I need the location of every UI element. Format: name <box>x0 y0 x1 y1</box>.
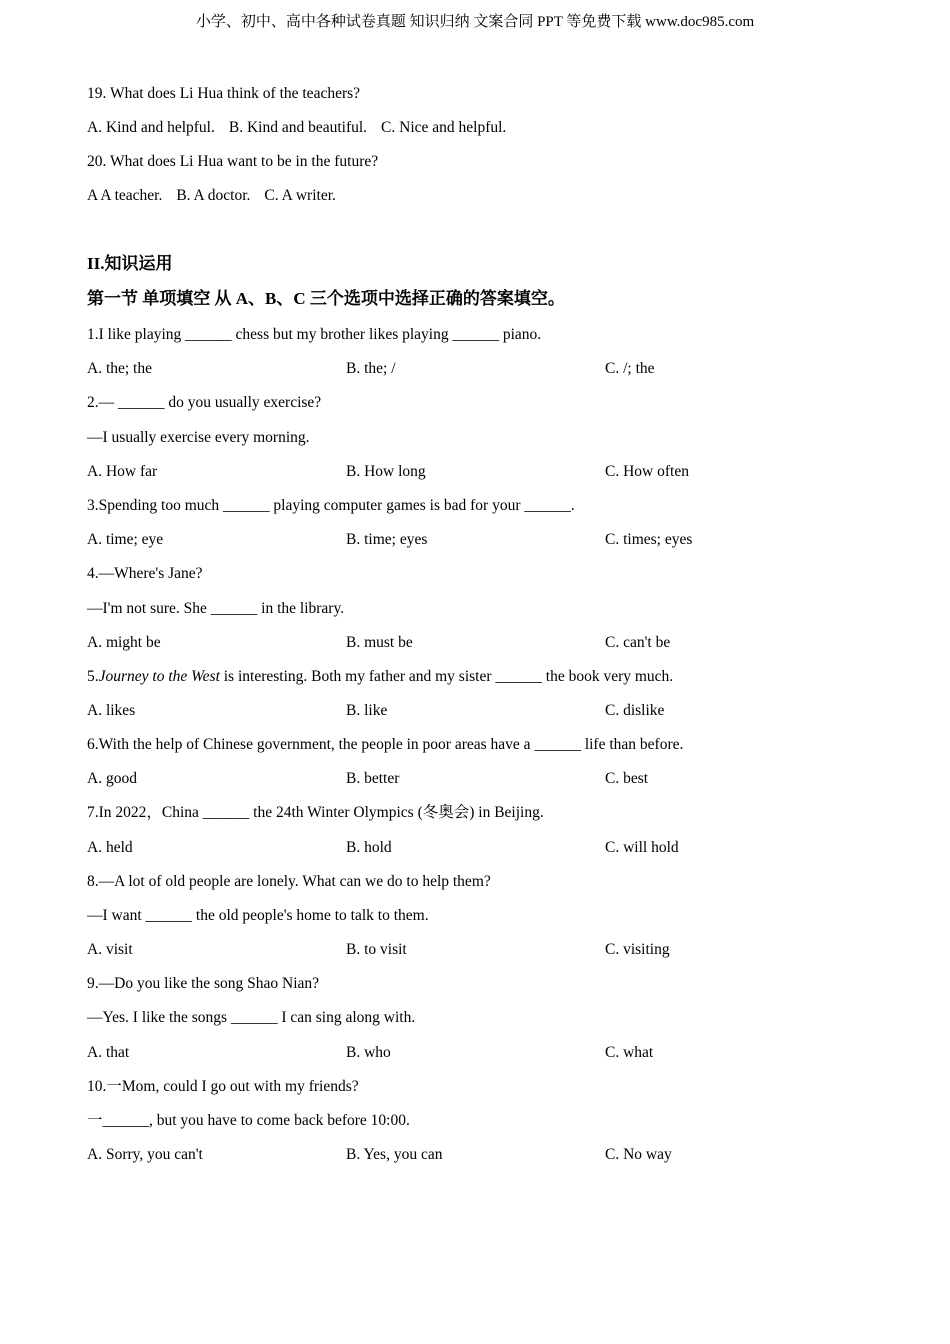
options-6 <box>87 769 887 789</box>
option-a: A. How far <box>87 463 158 480</box>
question-6: 6.With the help of Chinese government, the people in poor areas have a ______ life than before. <box>87 736 684 753</box>
question-2-reply: —I usually exercise every morning. <box>87 429 310 446</box>
options-4 <box>87 633 887 653</box>
option-c: C. what <box>605 1044 654 1061</box>
options-7 <box>87 838 887 858</box>
question-19: 19. What does Li Hua think of the teachers? <box>87 85 361 102</box>
option-b: B. the; / <box>346 360 396 377</box>
question-10-reply: 一______, but you have to come back before 10:00. <box>87 1112 410 1129</box>
question-8-reply: —I want ______ the old people's home to talk to them. <box>87 907 429 924</box>
question-8: 8.—A lot of old people are lonely. What can we do to help them? <box>87 873 491 890</box>
option-c: C. No way <box>605 1146 672 1163</box>
question-text: is interesting. Both my father and my sister ______ the book very much. <box>219 668 674 685</box>
question-1: 1.I like playing ______ chess but my brother likes playing ______ piano. <box>87 326 542 343</box>
option-a: A. good <box>87 770 137 787</box>
options-2 <box>87 462 887 482</box>
option-a: A A teacher. <box>87 187 163 204</box>
option-c: C. will hold <box>605 839 679 856</box>
option-a: A. visit <box>87 941 133 958</box>
option-b: B. better <box>346 770 400 787</box>
options-9 <box>87 1043 887 1063</box>
option-a: A. likes <box>87 702 136 719</box>
option-c: C. dislike <box>605 702 665 719</box>
question-2: 2.— ______ do you usually exercise? <box>87 394 322 411</box>
question-number: 5. <box>87 668 99 685</box>
options-3 <box>87 530 887 550</box>
options-20 <box>87 186 336 206</box>
options-1 <box>87 359 887 379</box>
option-a: A. held <box>87 839 133 856</box>
options-8 <box>87 940 887 960</box>
option-a: A. might be <box>87 634 161 651</box>
option-c: C. visiting <box>605 941 670 958</box>
option-c: C. Nice and helpful. <box>381 119 507 136</box>
option-a: A. time; eye <box>87 531 164 548</box>
option-b: B. hold <box>346 839 392 856</box>
option-b: B. to visit <box>346 941 407 958</box>
question-20: 20. What does Li Hua want to be in the future? <box>87 153 379 170</box>
question-9-reply: —Yes. I like the songs ______ I can sing along with. <box>87 1009 416 1026</box>
question-5 <box>87 667 673 687</box>
option-c: C. A writer. <box>264 187 336 204</box>
option-b: B. like <box>346 702 388 719</box>
section-title: II.知识运用 <box>87 254 173 273</box>
question-9: 9.—Do you like the song Shao Nian? <box>87 975 320 992</box>
option-c: C. best <box>605 770 649 787</box>
question-4-reply: —I'm not sure. She ______ in the library. <box>87 600 345 617</box>
option-b: B. must be <box>346 634 413 651</box>
option-b: B. who <box>346 1044 391 1061</box>
option-c: C. How often <box>605 463 689 480</box>
options-19 <box>87 118 506 138</box>
option-b: B. A doctor. <box>176 187 251 204</box>
option-c: C. times; eyes <box>605 531 693 548</box>
option-a: A. Kind and helpful. <box>87 119 215 136</box>
option-c: C. can't be <box>605 634 671 651</box>
option-a: A. that <box>87 1044 130 1061</box>
question-3: 3.Spending too much ______ playing computer games is bad for your ______. <box>87 497 575 514</box>
question-4: 4.—Where's Jane? <box>87 565 203 582</box>
option-b: B. How long <box>346 463 426 480</box>
option-b: B. Kind and beautiful. <box>228 119 368 136</box>
page-header: 小学、初中、高中各种试卷真题 知识归纳 文案合同 PPT 等免费下载 www.doc985.com <box>195 14 755 30</box>
question-7: 7.In 2022，China ______ the 24th Winter Olympics (冬奥会) in Beijing. <box>87 804 544 821</box>
section-subtitle: 第一节 单项填空 从 A、B、C 三个选项中选择正确的答案填空。 <box>87 289 565 308</box>
option-b: B. time; eyes <box>346 531 428 548</box>
options-5 <box>87 701 887 721</box>
option-c: C. /; the <box>605 360 655 377</box>
option-a: A. the; the <box>87 360 152 377</box>
book-title: Journey to the West <box>98 668 220 685</box>
options-10 <box>87 1145 887 1165</box>
option-a: A. Sorry, you can't <box>87 1146 203 1163</box>
question-10: 10.一Mom, could I go out with my friends? <box>87 1078 359 1095</box>
option-b: B. Yes, you can <box>346 1146 443 1163</box>
